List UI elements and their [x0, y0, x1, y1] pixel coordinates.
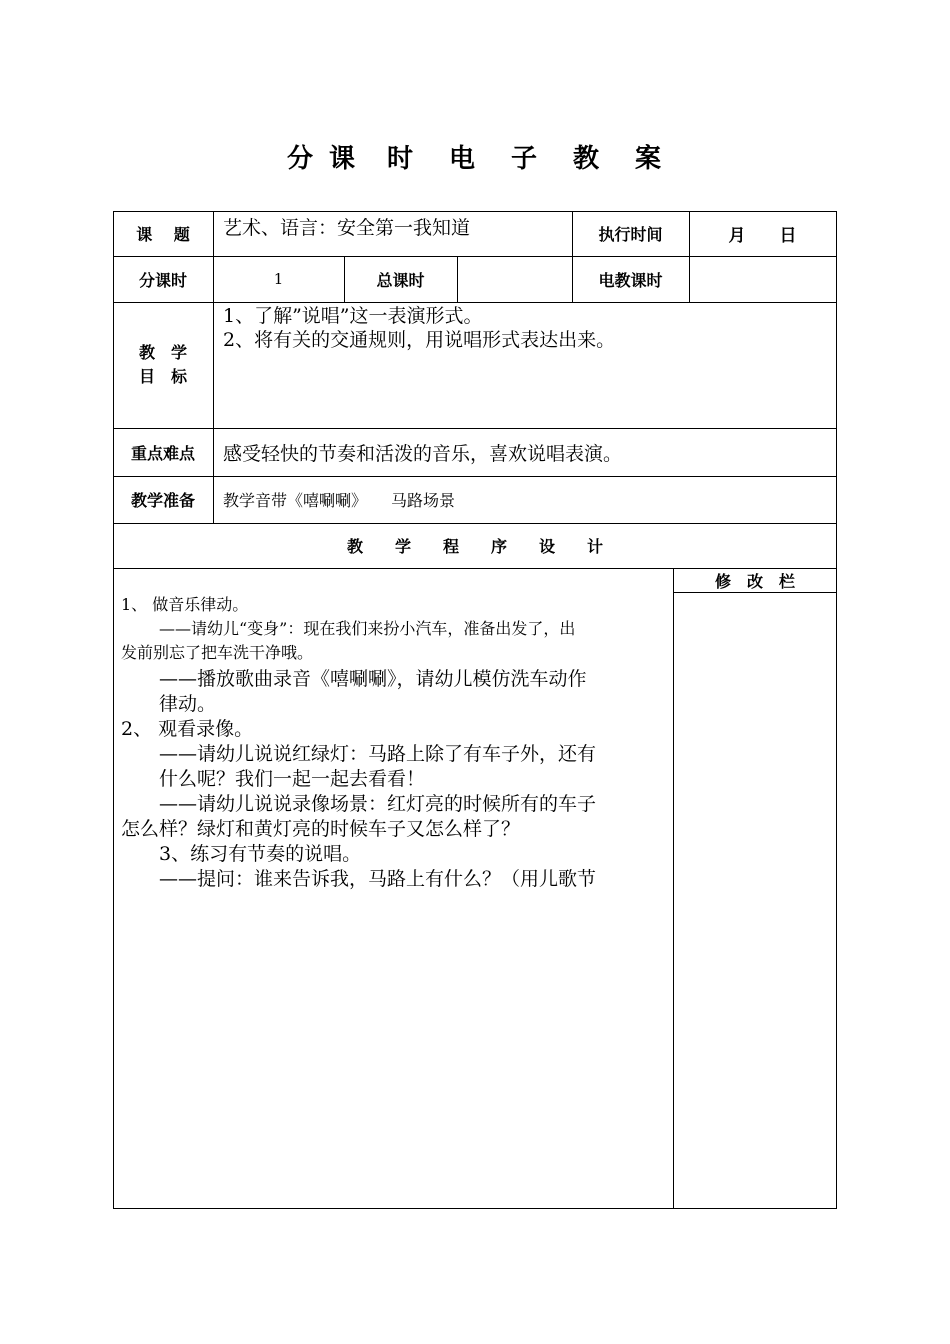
process-line: ——请幼儿说说录像场景：红灯亮的时候所有的车子 [159, 793, 597, 815]
topic-label: 课 题 [136, 225, 190, 244]
exec-time-label: 执行时间 [598, 225, 663, 244]
title-char: 教 [573, 144, 602, 174]
key-points-value: 感受轻快的节奏和活泼的音乐，喜欢说唱表演。 [223, 442, 623, 465]
process-header: 教 学 程 序 设 计 [346, 537, 603, 556]
goals-label [113, 302, 213, 428]
process-line: 律动。 [159, 693, 217, 715]
goals-label-line1: 教 学 [138, 343, 187, 362]
process-line: ——请幼儿“变身”：现在我们来扮小汽车，准备出发了，出 [159, 619, 576, 638]
process-line: 什么呢？我们一起一起去看看！ [159, 768, 426, 790]
total-lesson-value [457, 256, 572, 302]
title-char: 子 [511, 144, 540, 174]
goals-value [223, 304, 823, 424]
process-line: 怎么样？绿灯和黄灯亮的时候车子又怎么样了？ [121, 818, 521, 840]
prep-label: 教学准备 [130, 491, 195, 510]
av-lesson-label: 电教课时 [598, 270, 663, 290]
title-char: 分 [286, 144, 315, 174]
title-char: 电 [448, 144, 477, 174]
av-lesson-value [689, 256, 836, 302]
sub-lesson-label: 分课时 [138, 270, 187, 290]
title-char: 课 [328, 144, 357, 174]
process-line: 2、 观看录像。 [121, 718, 254, 740]
title-char: 案 [635, 144, 664, 174]
process-content [121, 593, 669, 1203]
goal-item: 2、将有关的交通规则，用说唱形式表达出来。 [223, 329, 616, 351]
revision-header: 修 改 栏 [714, 571, 795, 591]
process-line: 发前别忘了把车洗干净哦。 [121, 643, 314, 662]
goals-label-line2: 目 标 [138, 367, 187, 386]
lesson-plan-table [113, 211, 837, 1209]
process-line: ——提问：谁来告诉我，马路上有什么？（用儿歌节 [159, 868, 597, 890]
process-line: ——请幼儿说说红绿灯：马路上除了有车子外，还有 [159, 743, 597, 765]
topic-value: 艺术、语言：安全第一我知道 [223, 217, 471, 239]
process-line: 1、 做音乐律动。 [121, 595, 249, 614]
revision-area[interactable] [674, 593, 836, 1208]
total-lesson-label: 总课时 [376, 270, 425, 290]
page-title [0, 138, 950, 175]
sub-lesson-value: 1 [273, 270, 284, 288]
title-char: 时 [386, 144, 415, 174]
key-points-label: 重点难点 [130, 443, 195, 463]
process-line: 3、练习有节奏的说唱。 [159, 843, 362, 865]
process-line: ——播放歌曲录音《嘻唰唰》，请幼儿模仿洗车动作 [159, 668, 587, 690]
exec-time-value: 月 日 [728, 226, 797, 246]
prep-value: 教学音带《嘻唰唰》 马路场景 [223, 491, 456, 510]
goal-item: 1、了解”说唱”这一表演形式。 [223, 305, 483, 327]
